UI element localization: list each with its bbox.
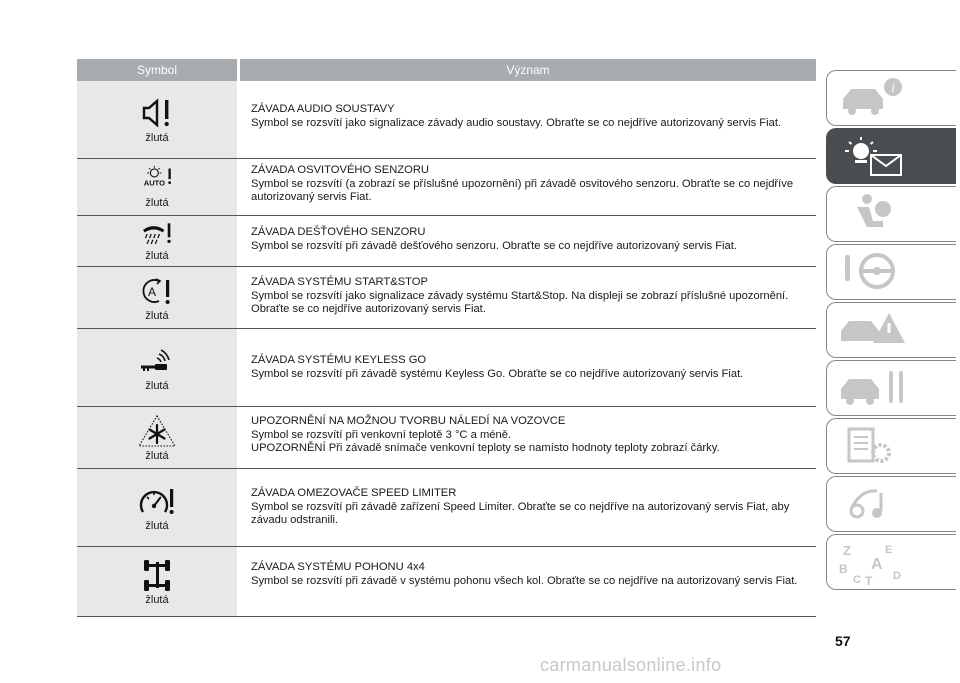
rain-sensor-icon — [137, 220, 177, 248]
table-row — [77, 329, 816, 407]
meaning-cell — [240, 267, 816, 328]
row-text: Symbol se rozsvítí při závadě dešťového senzoru. Obraťte se co nejdříve autorizovaný servis Fiat. — [251, 239, 737, 252]
symbol-cell — [77, 407, 237, 468]
color-label: žlutá — [145, 449, 169, 462]
row-title: ZÁVADA SYSTÉMU POHONU 4x4 — [251, 561, 425, 573]
tab-car-info[interactable] — [826, 70, 956, 126]
tab-technical-data[interactable] — [826, 418, 956, 474]
tab-safety[interactable] — [826, 186, 956, 242]
row-title: ZÁVADA SYSTÉMU KEYLESS GO — [251, 354, 427, 366]
symbol-cell — [77, 267, 237, 328]
ice-warning-icon — [137, 414, 177, 448]
airbag-seat-icon — [835, 191, 915, 237]
table-header — [77, 59, 816, 81]
row-text: Symbol se rozsvítí při závadě zařízení Speed Limiter. Obraťte se co nejdříve na autorizovaný servis Fiat, aby závadu odstranili. — [251, 500, 790, 526]
row-title: UPOZORNĚNÍ NA MOŽNOU TVORBU NÁLEDÍ NA VOZOVCE — [251, 415, 566, 427]
symbol-cell — [77, 216, 237, 266]
svg-text:Z: Z — [843, 543, 851, 558]
row-title: ZÁVADA AUDIO SOUSTAVY — [251, 103, 395, 115]
color-label: žlutá — [145, 131, 169, 144]
row-text: Symbol se rozsvítí při venkovní teplotě 3 °C a méně. — [251, 428, 512, 441]
row-text: Symbol se rozsvítí jako signalizace závady systému Start&Stop. Na displeji se zobrazí příslušné upozornění. Obraťte se co nejdříve autorizovaný servis Fiat. — [251, 289, 789, 315]
keyless-key-icon — [137, 344, 177, 378]
multimedia-note-icon — [835, 481, 915, 527]
table-row — [77, 267, 816, 329]
row-title: ZÁVADA OMEZOVAČE SPEED LIMITER — [251, 487, 457, 499]
warning-light-message-icon — [835, 133, 915, 179]
table-row — [77, 407, 816, 469]
speed-limiter-icon — [137, 484, 177, 518]
meaning-cell — [240, 547, 816, 616]
car-crash-warning-icon — [835, 307, 915, 353]
color-label: žlutá — [145, 519, 169, 532]
meaning-cell — [240, 81, 816, 158]
color-label: žlutá — [145, 197, 169, 209]
color-label: žlutá — [145, 309, 169, 322]
table-row — [77, 469, 816, 547]
alphabetical-index-icon — [835, 539, 915, 585]
meaning-cell — [240, 216, 816, 266]
tab-emergency[interactable] — [826, 302, 956, 358]
start-stop-icon-text: A — [147, 284, 157, 299]
row-text: Symbol se rozsvítí jako signalizace závady audio soustavy. Obraťte se co nejdříve autorizovaný servis Fiat. — [251, 116, 782, 129]
meaning-cell — [240, 329, 816, 406]
svg-text:D: D — [893, 570, 901, 582]
row-title: ZÁVADA SYSTÉMU START&STOP — [251, 276, 428, 288]
auto-icon-text: AUTO — [143, 178, 165, 188]
auto-light-sensor-icon — [137, 165, 177, 195]
svg-text:T: T — [865, 574, 873, 585]
header-meaning: Význam — [240, 59, 816, 81]
meaning-cell — [240, 407, 816, 468]
spec-gear-icon — [835, 423, 915, 469]
car-service-tools-icon — [835, 365, 915, 411]
row-text: Symbol se rozsvítí při závadě systému Keyless Go. Obraťte se co nejdříve autorizovaný servis Fiat. — [251, 367, 744, 380]
symbol-cell — [77, 469, 237, 546]
row-title: ZÁVADA OSVITOVÉHO SENZORU — [251, 164, 429, 176]
color-label: žlutá — [145, 250, 169, 262]
row-text: Symbol se rozsvítí (a zobrazí se příslušné upozornění) při závadě osvitového senzoru. Obraťte se co nejdříve autorizovaný servis Fiat. — [251, 177, 794, 203]
color-label: žlutá — [145, 593, 169, 606]
symbol-cell — [77, 329, 237, 406]
tab-maintenance[interactable] — [826, 360, 956, 416]
speaker-warning-icon — [137, 96, 177, 130]
meaning-cell — [240, 469, 816, 546]
watermark: carmanualsonline.info — [540, 655, 722, 675]
table-row — [77, 159, 816, 216]
start-stop-icon — [137, 274, 177, 308]
table-row — [77, 216, 816, 267]
meaning-cell — [240, 159, 816, 215]
tab-warning-lights[interactable] — [826, 128, 956, 184]
row-text-note: UPOZORNĚNÍ Při závadě snímače venkovní teploty se namísto hodnoty teploty zobrazí čárky. — [251, 442, 720, 454]
header-symbol: Symbol — [77, 59, 237, 81]
warning-lights-table — [77, 59, 816, 617]
color-label: žlutá — [145, 379, 169, 392]
svg-text:A: A — [871, 556, 883, 573]
table-row — [77, 81, 816, 159]
tab-starting-driving[interactable] — [826, 244, 956, 300]
symbol-cell — [77, 159, 237, 215]
symbol-cell — [77, 81, 237, 158]
svg-text:B: B — [839, 562, 848, 576]
svg-text:C: C — [853, 574, 861, 585]
steering-wheel-icon — [835, 249, 915, 295]
car-info-icon — [835, 75, 915, 121]
row-text: Symbol se rozsvítí při závadě v systému pohonu všech kol. Obraťte se co nejdříve na autorizovaný servis Fiat. — [251, 574, 798, 587]
svg-text:i: i — [891, 80, 895, 95]
symbol-cell — [77, 547, 237, 616]
svg-text:E: E — [885, 544, 893, 556]
tab-index[interactable] — [826, 534, 956, 590]
table-row — [77, 547, 816, 617]
page-number: 57 — [835, 633, 851, 649]
row-title: ZÁVADA DEŠŤOVÉHO SENZORU — [251, 226, 426, 238]
tab-multimedia[interactable] — [826, 476, 956, 532]
awd-system-icon — [137, 558, 177, 592]
